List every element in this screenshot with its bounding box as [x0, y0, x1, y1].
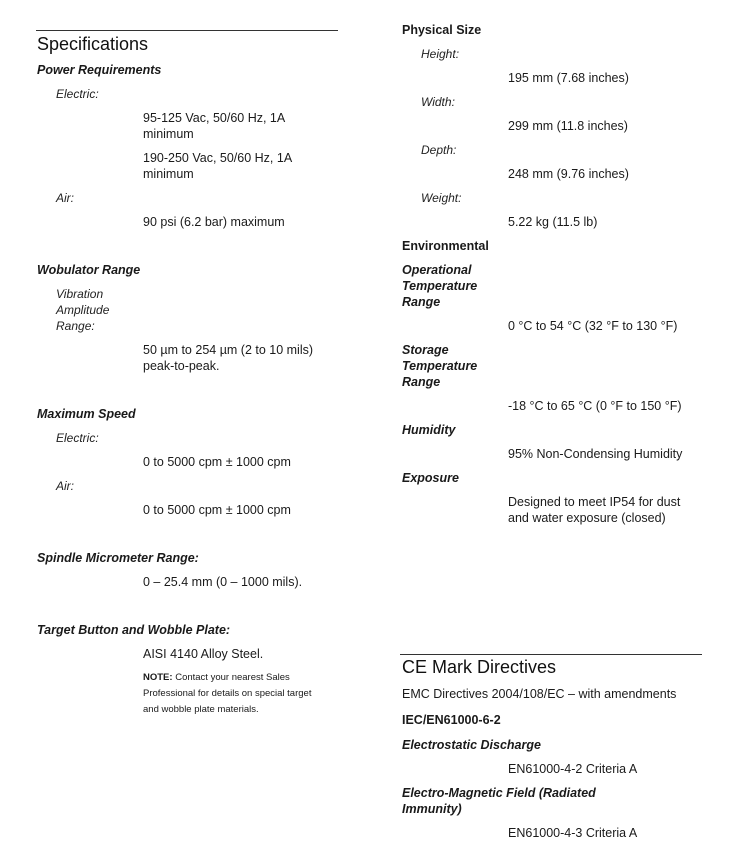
ce-mark-top-rule [400, 654, 702, 655]
maximum-speed-heading: Maximum Speed [37, 407, 136, 421]
ce-mark-title: CE Mark Directives [402, 657, 557, 677]
power-air-label: Air: [56, 191, 74, 205]
power-electric-value-2-line-2: minimum [143, 167, 194, 181]
note-prefix: NOTE: [143, 672, 173, 683]
power-air-value: 90 psi (6.2 bar) maximum [143, 215, 285, 229]
electro-magnetic-field-value: EN61000-4-3 Criteria A [508, 826, 638, 840]
weight-value: 5.22 kg (11.5 lb) [508, 215, 598, 229]
wobulator-label-line-1: Vibration [56, 287, 104, 301]
operational-temp-label-line-3: Range [402, 295, 441, 309]
emc-directives-text: EMC Directives 2004/108/EC – with amendments [402, 687, 677, 701]
electrostatic-discharge-label: Electrostatic Discharge [402, 738, 541, 752]
width-value: 299 mm (11.8 inches) [508, 119, 628, 133]
iec-standard-label: IEC/EN61000-6-2 [402, 713, 501, 727]
target-note-line-3: and wobble plate materials. [143, 704, 259, 715]
speed-air-value: 0 to 5000 cpm ± 1000 cpm [143, 503, 291, 517]
storage-temp-label-line-1: Storage [402, 343, 449, 357]
power-electric-value-1-line-2: minimum [143, 127, 194, 141]
target-note-line-1 [143, 670, 290, 686]
humidity-value: 95% Non-Condensing Humidity [508, 447, 683, 461]
wobulator-range-heading: Wobulator Range [37, 263, 141, 277]
note-text-line-1: Contact your nearest Sales [172, 672, 290, 683]
speed-electric-value: 0 to 5000 cpm ± 1000 cpm [143, 455, 291, 469]
power-requirements-heading: Power Requirements [37, 63, 162, 77]
power-electric-label: Electric: [56, 87, 99, 101]
electro-magnetic-field-label-line-1: Electro-Magnetic Field (Radiated [402, 786, 596, 800]
spindle-micrometer-heading: Spindle Micrometer Range: [37, 551, 199, 565]
power-electric-value-1-line-1: 95-125 Vac, 50/60 Hz, 1A [143, 111, 286, 125]
physical-size-heading: Physical Size [402, 23, 482, 37]
wobulator-label-line-2: Amplitude [56, 303, 110, 317]
electro-magnetic-field-label-line-2: Immunity) [402, 802, 462, 816]
exposure-label: Exposure [402, 471, 459, 485]
exposure-value-line-1: Designed to meet IP54 for dust [508, 495, 681, 509]
depth-value: 248 mm (9.76 inches) [508, 167, 629, 181]
storage-temp-label-line-3: Range [402, 375, 441, 389]
specifications-title: Specifications [37, 34, 149, 54]
storage-temp-value: -18 °C to 65 °C (0 °F to 150 °F) [508, 399, 682, 413]
target-button-heading: Target Button and Wobble Plate: [37, 623, 231, 637]
wobulator-label-line-3: Range: [56, 319, 95, 333]
height-label: Height: [421, 47, 460, 61]
exposure-value-line-2: and water exposure (closed) [508, 511, 666, 525]
weight-label: Weight: [421, 191, 462, 205]
humidity-label: Humidity [402, 423, 456, 437]
operational-temp-label-line-1: Operational [402, 263, 472, 277]
depth-label: Depth: [421, 143, 457, 157]
target-button-value: AISI 4140 Alloy Steel. [143, 647, 264, 661]
spindle-micrometer-value: 0 – 25.4 mm (0 – 1000 mils). [143, 575, 303, 589]
wobulator-value-line-1: 50 µm to 254 µm (2 to 10 mils) [143, 343, 314, 357]
speed-electric-label: Electric: [56, 431, 99, 445]
height-value: 195 mm (7.68 inches) [508, 71, 629, 85]
power-electric-value-2-line-1: 190-250 Vac, 50/60 Hz, 1A [143, 151, 293, 165]
wobulator-value-line-2: peak-to-peak. [143, 359, 220, 373]
operational-temp-label-line-2: Temperature [402, 279, 478, 293]
target-note-line-2: Professional for details on special target [143, 688, 312, 699]
operational-temp-value: 0 °C to 54 °C (32 °F to 130 °F) [508, 319, 678, 333]
storage-temp-label-line-2: Temperature [402, 359, 478, 373]
speed-air-label: Air: [56, 479, 74, 493]
specifications-top-rule [36, 30, 338, 31]
environmental-heading: Environmental [402, 239, 489, 253]
electrostatic-discharge-value: EN61000-4-2 Criteria A [508, 762, 638, 776]
width-label: Width: [421, 95, 455, 109]
